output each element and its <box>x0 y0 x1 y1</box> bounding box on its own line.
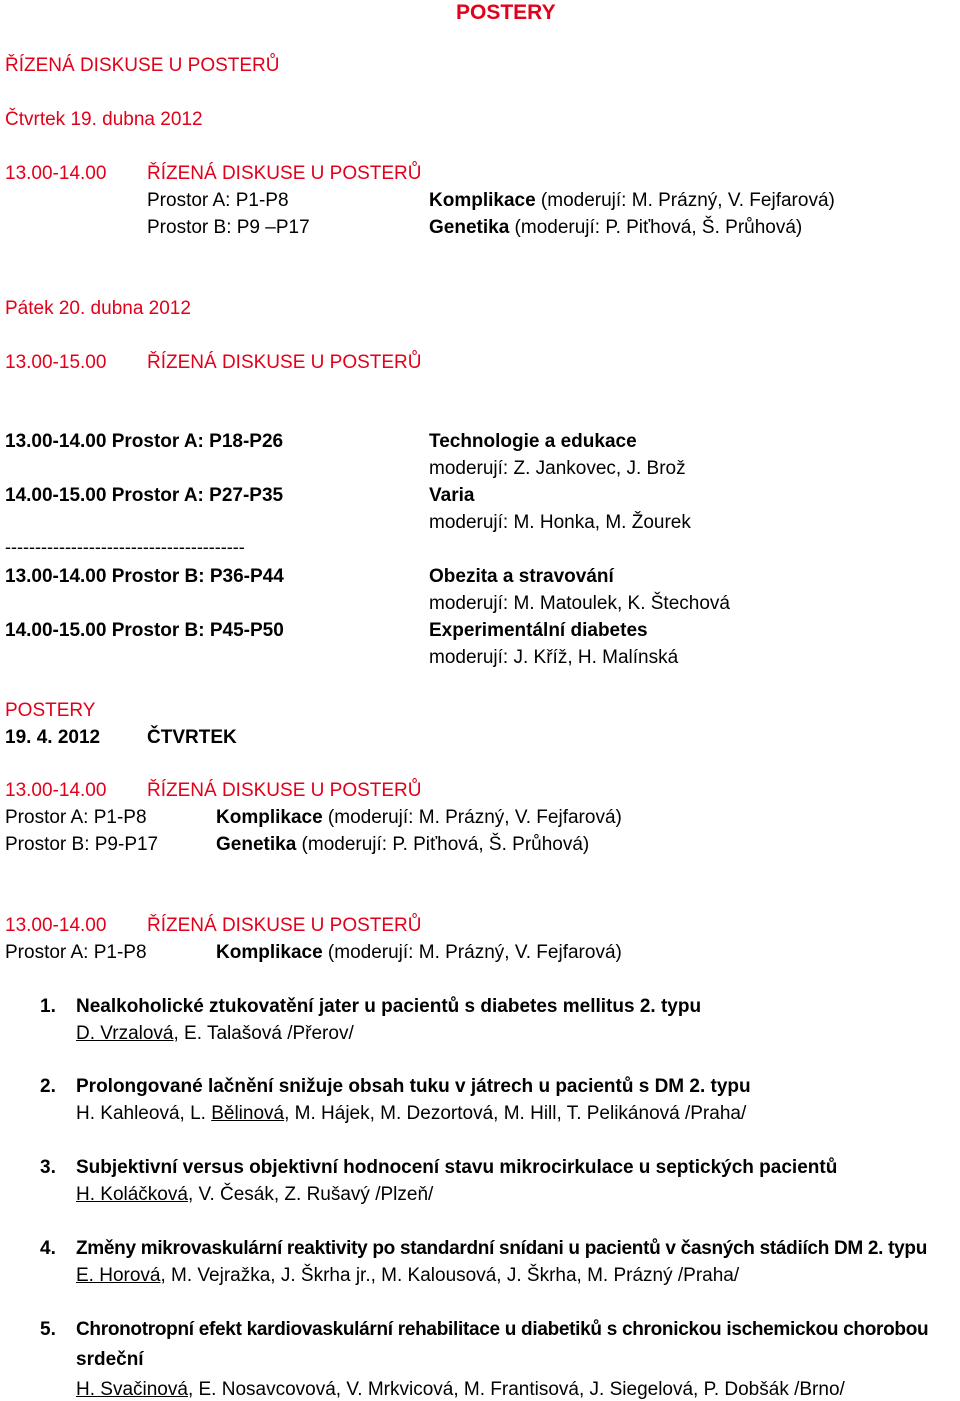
block2-topic-b: Genetika (moderují: P. Piťhová, Š. Průhová) <box>216 834 590 855</box>
block2-date: 19. 4. 2012 <box>5 727 101 748</box>
block2-room-b: Prostor B: P9-P17 <box>5 834 159 855</box>
poster-number: 4. <box>40 1238 56 1259</box>
poster-number: 5. <box>40 1319 56 1340</box>
session-topic: Experimentální diabetes <box>429 620 648 641</box>
poster-authors: E. Horová, M. Vejražka, J. Škrha jr., M. Kalousová, J. Škrha, M. Prázný /Praha/ <box>76 1265 740 1286</box>
session-topic: Technologie a edukace <box>429 431 637 452</box>
session-slot: 14.00-15.00 Prostor A: P27-P35 <box>5 485 284 506</box>
session-topic: Obezita a stravování <box>429 566 614 587</box>
day1-date: Čtvrtek 19. dubna 2012 <box>5 109 203 130</box>
day1-topic-b: Genetika (moderují: P. Piťhová, Š. Průhová) <box>429 217 803 238</box>
poster-authors: H. Svačinová, E. Nosavcovová, V. Mrkvicová, M. Frantisová, J. Siegelová, P. Dobšák /Brno/ <box>76 1379 845 1400</box>
block3-time: 13.00-14.00 <box>5 915 107 936</box>
poster-number: 3. <box>40 1157 56 1178</box>
session-slot: 13.00-14.00 Prostor A: P18-P26 <box>5 431 284 452</box>
poster-number: 1. <box>40 996 56 1017</box>
poster-title: Chronotropní efekt kardiovaskulární rehabilitace u diabetiků s chronickou ischemickou chorobou <box>76 1319 929 1340</box>
block2-label: POSTERY <box>5 700 96 721</box>
session-moderators: moderují: M. Honka, M. Žourek <box>429 512 691 533</box>
block3-topic: Komplikace (moderují: M. Prázný, V. Fejfarová) <box>216 942 622 963</box>
poster-authors: H. Koláčková, V. Česák, Z. Rušavý /Plzeň/ <box>76 1184 434 1205</box>
block2-title: ŘÍZENÁ DISKUSE U POSTERŮ <box>147 780 422 801</box>
block3-room: Prostor A: P1-P8 <box>5 942 147 963</box>
day1-room-b: Prostor B: P9 –P17 <box>147 217 310 238</box>
day2-date: Pátek 20. dubna 2012 <box>5 298 191 319</box>
block2-day: ČTVRTEK <box>147 727 237 748</box>
session-slot: 14.00-15.00 Prostor B: P45-P50 <box>5 620 284 641</box>
poster-authors: D. Vrzalová, E. Talašová /Přerov/ <box>76 1023 354 1044</box>
block2-room-a: Prostor A: P1-P8 <box>5 807 147 828</box>
session-moderators: moderují: Z. Jankovec, J. Brož <box>429 458 686 479</box>
day2-title: ŘÍZENÁ DISKUSE U POSTERŮ <box>147 352 422 373</box>
poster-title: Subjektivní versus objektivní hodnocení stavu mikrocirkulace u septických pacientů <box>76 1157 838 1178</box>
block3-title: ŘÍZENÁ DISKUSE U POSTERŮ <box>147 915 422 936</box>
poster-title: Prolongované lačnění snižuje obsah tuku v játrech u pacientů s DM 2. typu <box>76 1076 751 1097</box>
poster-number: 2. <box>40 1076 56 1097</box>
page-title: POSTERY <box>456 1 556 24</box>
session-topic: Varia <box>429 485 475 506</box>
poster-title: Změny mikrovaskulární reaktivity po standardní snídani u pacientů v časných stádiích DM 2. typu <box>76 1238 928 1259</box>
session-moderators: moderují: J. Kříž, H. Malínská <box>429 647 679 668</box>
session-moderators: moderují: M. Matoulek, K. Štechová <box>429 593 730 614</box>
poster-title-cont: srdeční <box>76 1349 144 1370</box>
block2-time: 13.00-14.00 <box>5 780 107 801</box>
day1-title: ŘÍZENÁ DISKUSE U POSTERŮ <box>147 163 422 184</box>
day1-room-a: Prostor A: P1-P8 <box>147 190 289 211</box>
day2-time: 13.00-15.00 <box>5 352 107 373</box>
day1-topic-a: Komplikace (moderují: M. Prázný, V. Fejfarová) <box>429 190 835 211</box>
separator: ---------------------------------------- <box>5 537 245 557</box>
session-slot: 13.00-14.00 Prostor B: P36-P44 <box>5 566 284 587</box>
poster-authors: H. Kahleová, L. Bělinová, M. Hájek, M. Dezortová, M. Hill, T. Pelikánová /Praha/ <box>76 1103 747 1124</box>
block2-topic-a: Komplikace (moderují: M. Prázný, V. Fejfarová) <box>216 807 622 828</box>
day1-time: 13.00-14.00 <box>5 163 107 184</box>
section-heading: ŘÍZENÁ DISKUSE U POSTERŮ <box>5 55 280 76</box>
poster-title: Nealkoholické ztukovatění jater u pacientů s diabetes mellitus 2. typu <box>76 996 702 1017</box>
